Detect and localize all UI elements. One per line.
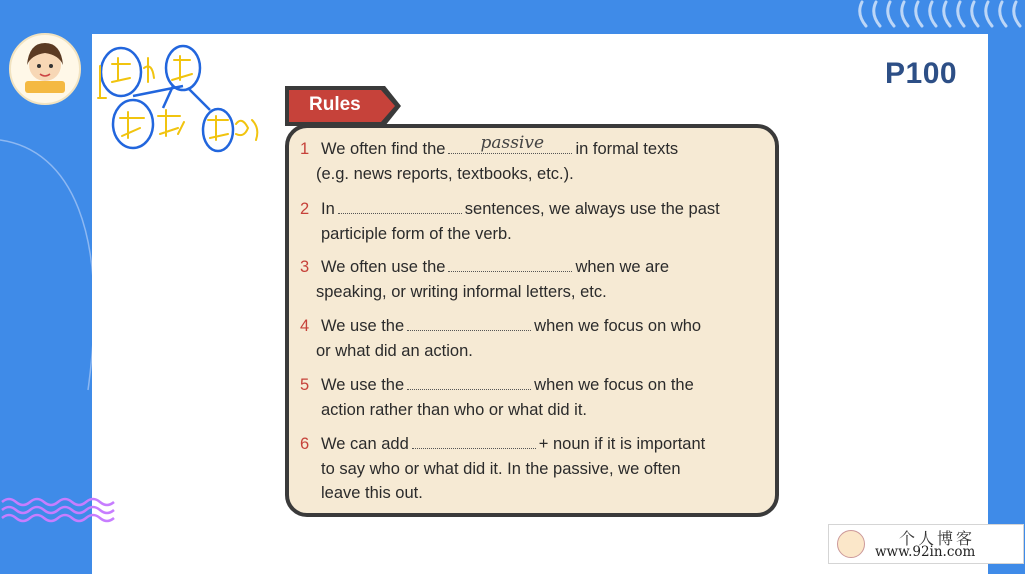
rule-text-line3: leave this out. [321,484,423,502]
watermark-url: www.92in.com [875,544,976,560]
decor-stripes [856,0,1025,34]
page-number: P100 [885,57,958,90]
rule-item [300,314,701,363]
rule-text: + noun if it is important [538,435,706,453]
rule-item [300,373,694,422]
answer-blank[interactable] [448,132,572,154]
rule-text: in formal texts [575,140,679,158]
answer-blank[interactable] [448,255,572,272]
rule-text: We can add [321,435,409,453]
handwritten-answer: passive [480,132,545,153]
answer-blank[interactable] [407,314,531,331]
rule-item [300,432,705,506]
answer-blank[interactable] [407,373,531,390]
rule-text-line2: to say who or what did it. In the passive, we often [321,459,681,478]
rule-text: We often use the [321,258,446,276]
rule-number: 5 [300,376,310,394]
rule-text: when we are [575,258,670,276]
rule-text: We often find the [321,140,446,158]
rule-item [300,132,679,186]
site-watermark [828,524,1024,564]
rule-number: 1 [300,140,310,158]
rule-number: 3 [300,258,310,276]
rule-text-line2: action rather than who or what did it. [321,400,587,419]
rule-number: 6 [300,435,310,453]
rule-text: We use the [321,317,405,335]
rule-text-line2: speaking, or writing informal letters, etc. [316,282,607,301]
rules-tab [285,84,403,128]
rule-text: sentences, we always use the past [464,200,720,218]
rule-text-line2: or what did an action. [316,341,473,360]
watermark-title: 个人博客 [899,529,976,548]
rule-text: when we focus on the [534,376,694,394]
rule-number: 4 [300,317,310,335]
decor-waves [0,496,120,526]
handwritten-annotation [88,38,288,168]
rule-item [300,197,720,246]
rule-number: 2 [300,200,310,218]
rules-title: Rules [309,94,361,115]
answer-blank[interactable] [412,432,536,449]
answer-blank[interactable] [338,197,462,214]
rule-text: We use the [321,376,405,394]
rule-text-line2: participle form of the verb. [321,224,512,243]
rule-text: when we focus on who [534,317,702,335]
rule-text-line2: (e.g. news reports, textbooks, etc.). [316,164,574,183]
rule-text: In [321,200,335,218]
watermark-logo-icon [837,530,865,558]
teacher-avatar [9,33,81,105]
rule-item [300,255,669,304]
